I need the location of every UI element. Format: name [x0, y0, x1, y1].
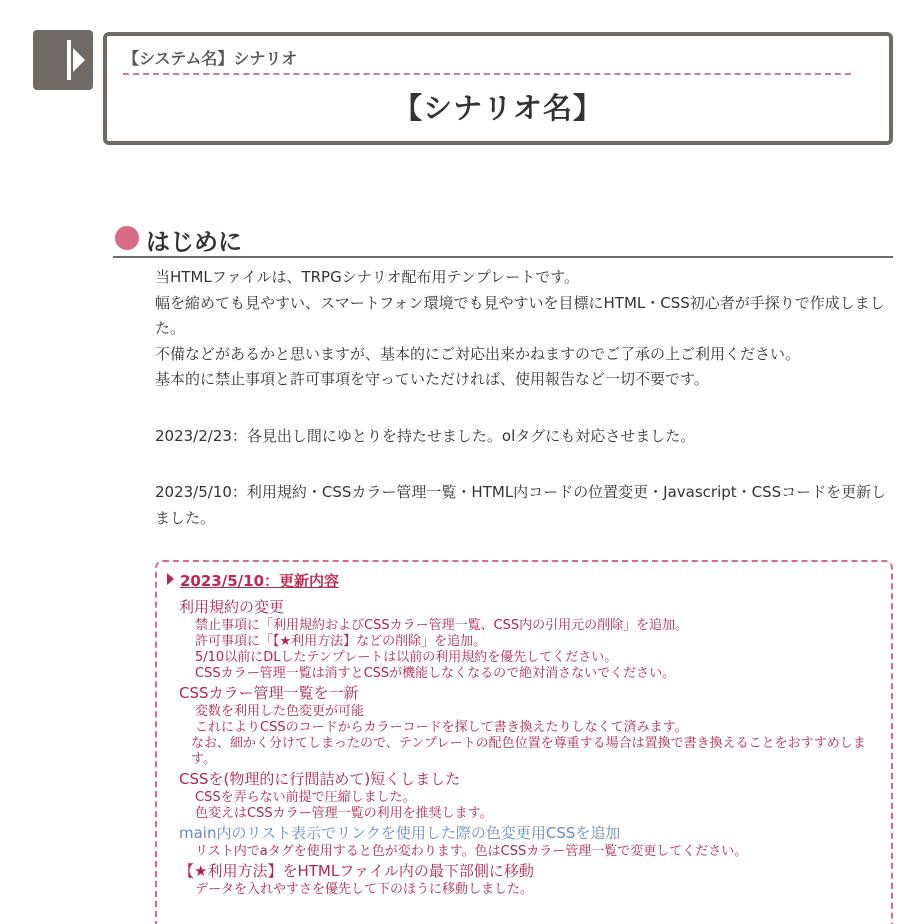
header-box — [103, 32, 893, 145]
update-item-detail: なお、細かく分けてしまったので、テンプレートの配色位置を尊重する場合は置換で書き換えることをおすすめします。 — [191, 736, 866, 767]
scenario-title: 【シナリオ名】 — [393, 91, 603, 125]
intro-line: 不備などがあるかと思いますが、基本的にご対応出来かねますのでご了承の上ご利用ください。 — [155, 344, 801, 363]
system-name: 【システム名】シナリオ — [123, 46, 851, 75]
menu-toggle-button[interactable] — [33, 30, 93, 90]
update-item-head-link[interactable]: main内のリスト表示でリンクを使用した際の色変更用CSSを追加 — [179, 824, 621, 842]
menu-bar-icon — [67, 40, 71, 80]
intro-line: 幅を縮めても見やすい、スマートフォン環境でも見やすいを目標にHTML・CSS初心者が手探りで作成しました。 — [155, 293, 885, 337]
update-item-head: CSSカラー管理一覧を一新 — [179, 684, 359, 702]
update-item-head: 【★利用方法】をHTMLファイル内の最下部側に移動 — [179, 862, 534, 880]
update-toggle[interactable] — [167, 570, 339, 591]
update-title-link[interactable]: 2023/5/10：更新内容 — [180, 572, 340, 590]
update-item-detail: 色変えはCSSカラー管理一覧の利用を推奨します。 — [195, 806, 493, 821]
section-title: はじめに — [146, 228, 242, 256]
update-item-detail: 変数を利用した色変更が可能 — [195, 704, 365, 719]
caret-right-icon — [167, 573, 174, 585]
arrow-right-icon — [73, 48, 85, 72]
update-item-head: 利用規約の変更 — [179, 598, 285, 616]
update-item-detail: これによりCSSのコードからカラーコードを探して書き換えたりしなくて済みます。 — [195, 720, 688, 735]
circle-bullet-icon — [115, 226, 139, 250]
update-item-detail: 禁止事項に「利用規約およびCSSカラー管理一覧、CSS内の引用元の削除」を追加。 — [195, 618, 689, 633]
intro-line: 基本的に禁止事項と許可事項を守っていただければ、使用報告など一切不要です。 — [155, 370, 709, 388]
update-note: 2023/5/10：利用規約・CSSカラー管理一覧・HTML内コードの位置変更・Javascript・CSSコードを更新しました。 — [155, 483, 887, 527]
update-note: 2023/2/23：各見出し間にゆとりを持たせました。olタグにも対応させました。 — [155, 426, 696, 445]
update-box — [155, 560, 893, 924]
update-item-head: CSSを(物理的に行間詰めて)短くしました — [179, 770, 461, 788]
update-item-detail: CSSカラー管理一覧は消すとCSSが機能しなくなるので絶対消さないでください。 — [195, 666, 676, 681]
update-item-detail: CSSを弄らない前提で圧縮しました。 — [195, 790, 416, 805]
update-item-detail: 許可事項に「【★利用方法】などの削除」を追加。 — [195, 634, 487, 649]
update-item-detail: 5/10以前にDLしたテンプレートは以前の利用規約を優先してください。 — [195, 650, 618, 665]
intro-line: 当HTMLファイルは、TRPGシナリオ配布用テンプレートです。 — [155, 268, 579, 286]
update-content — [179, 596, 875, 898]
section-heading — [113, 222, 893, 258]
intro-text — [155, 265, 895, 531]
update-item-detail: リスト内でaタグを使用すると色が変わります。色はCSSカラー管理一覧で変更してください。 — [195, 844, 748, 859]
update-item-detail: データを入れやすさを優先して下のほうに移動しました。 — [195, 882, 534, 897]
